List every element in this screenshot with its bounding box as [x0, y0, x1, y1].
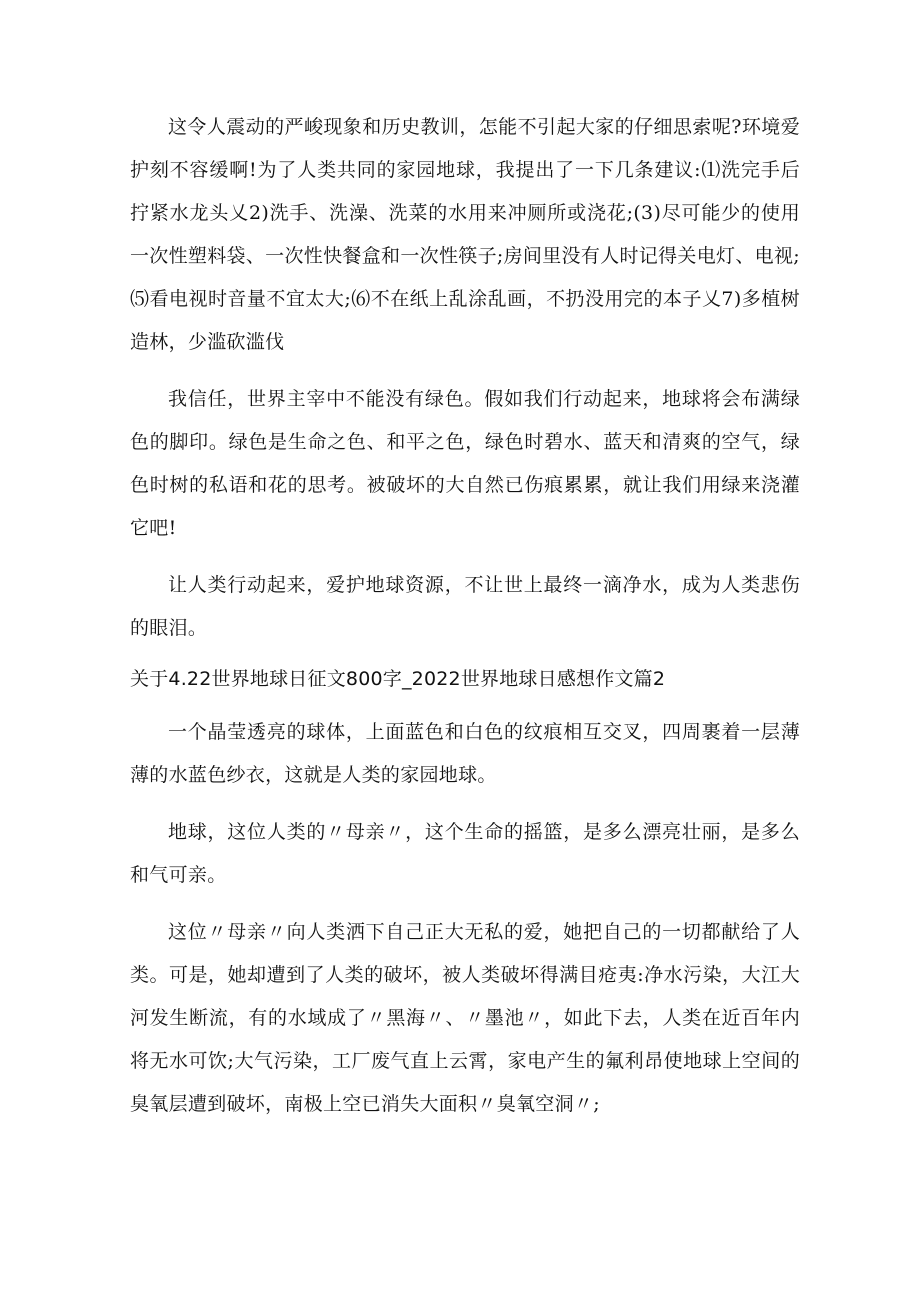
paragraph-call-to-action: 让人类行动起来，爱护地球资源，不让世上最终一滴净水，成为人类悲伤的眼泪。	[130, 574, 800, 639]
paragraph-earth-description: 一个晶莹透亮的球体，上面蓝色和白色的纹痕相互交叉，四周裹着一层薄薄的水蓝色纱衣，这就是人类的家园地球。	[130, 721, 800, 786]
paragraph-suggestions: 这令人震动的严峻现象和历史教训，怎能不引起大家的仔细思索呢?环境爱护刻不容缓啊!为了人类共同的家园地球，我提出了一下几条建议:⑴洗完手后拧紧水龙头乂2)洗手、洗澡、洗菜的水用来冲厕所或浇花;(3)尽可能少的使用一次性塑料袋、一次性快餐盒和一次性筷子;房间里没有人时记得关电灯、电视;⑸看电视时音量不宜太大;⑹不在纸上乱涂乱画，不扔没用完的本子乂7)多植树造林，少滥砍滥伐	[130, 116, 800, 353]
section-heading: 关于4.22世界地球日征文800字_2022世界地球日感想作文篇2	[130, 668, 666, 690]
paragraph-mother-earth: 地球，这位人类的〃母亲〃，这个生命的摇篮，是多么漂亮壮丽，是多么和气可亲。	[130, 821, 800, 886]
paragraph-pollution: 这位〃母亲〃向人类洒下自己正大无私的爱，她把自己的一切都献给了人类。可是，她却遭到了人类的破坏，被人类破坏得满目疮夷:净水污染，大江大河发生断流，有的水域成了〃黑海〃、〃墨池〃，如此下去，人类在近百年内将无水可饮;大气污染，工厂废气直上云霄，家电产生的氟利昂使地球上空间的臭氧层遭到破坏，南极上空已消失大面积〃臭氧空洞〃;	[130, 921, 800, 1115]
document-body	[130, 106, 800, 1140]
paragraph-green: 我信任，世界主宰中不能没有绿色。假如我们行动起来，地球将会布满绿色的脚印。绿色是生命之色、和平之色，绿色时碧水、蓝天和清爽的空气，绿色时树的私语和花的思考。被破坏的大自然已伤痕累累，就让我们用绿来浇灌它吧!	[130, 388, 800, 539]
